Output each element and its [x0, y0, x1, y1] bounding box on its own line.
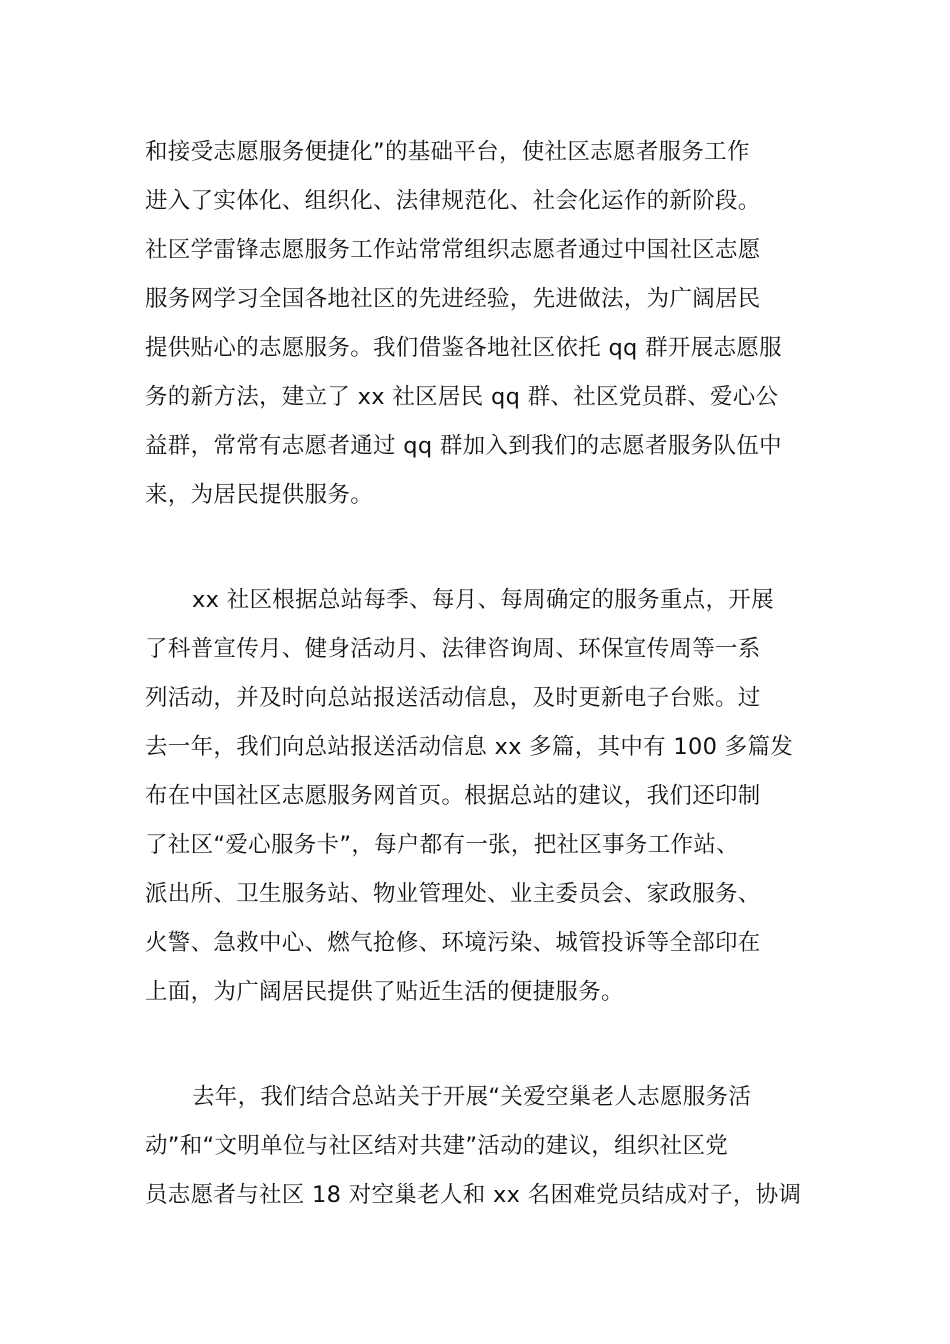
text-line: 务的新方法，建立了 xx 社区居民 qq 群、社区党员群、爱心公: [145, 384, 779, 410]
text-line: 和接受志愿服务便捷化”的基础平台，使社区志愿者服务工作: [145, 139, 750, 165]
text-line: 服务网学习全国各地社区的先进经验，先进做法，为广阔居民: [145, 286, 761, 312]
text-line: 去一年，我们向总站报送活动信息 xx 多篇，其中有 100 多篇发: [145, 734, 794, 760]
text-line: 员志愿者与社区 18 对空巢老人和 xx 名困难党员结成对子，协调: [145, 1182, 802, 1208]
text-line: 布在中国社区志愿服务网首页。根据总站的建议，我们还印制: [145, 783, 761, 809]
paragraph-3: [145, 1073, 810, 1220]
text-line: 火警、急救中心、燃气抢修、环境污染、城管投诉等全部印在: [145, 930, 761, 956]
text-line: 提供贴心的志愿服务。我们借鉴各地社区依托 qq 群开展志愿服: [145, 335, 782, 361]
paragraph-2: [145, 576, 810, 1017]
text-line: 社区学雷锋志愿服务工作站常常组织志愿者通过中国社区志愿: [145, 237, 761, 263]
text-line: 派出所、卫生服务站、物业管理处、业主委员会、家政服务、: [145, 881, 761, 907]
text-line: 益群，常常有志愿者通过 qq 群加入到我们的志愿者服务队伍中: [145, 433, 782, 459]
text-line: 去年，我们结合总站关于开展“关爱空巢老人志愿服务活: [192, 1084, 752, 1110]
text-line: 动”和“文明单位与社区结对共建”活动的建议，组织社区党: [145, 1133, 729, 1159]
text-line: 了科普宣传月、健身活动月、法律咨询周、环保宣传周等一系: [145, 636, 761, 662]
text-line: 来，为居民提供服务。: [145, 482, 374, 508]
text-line: 列活动，并及时向总站报送活动信息，及时更新电子台账。过: [145, 685, 761, 711]
text-line: 进入了实体化、组织化、法律规范化、社会化运作的新阶段。: [145, 188, 761, 214]
text-line: xx 社区根据总站每季、每月、每周确定的服务重点，开展: [192, 587, 774, 613]
text-line: 上面，为广阔居民提供了贴近生活的便捷服务。: [145, 979, 624, 1005]
text-line: 了社区“爱心服务卡”，每户都有一张，把社区事务工作站、: [145, 832, 739, 858]
paragraph-1: [145, 128, 810, 520]
